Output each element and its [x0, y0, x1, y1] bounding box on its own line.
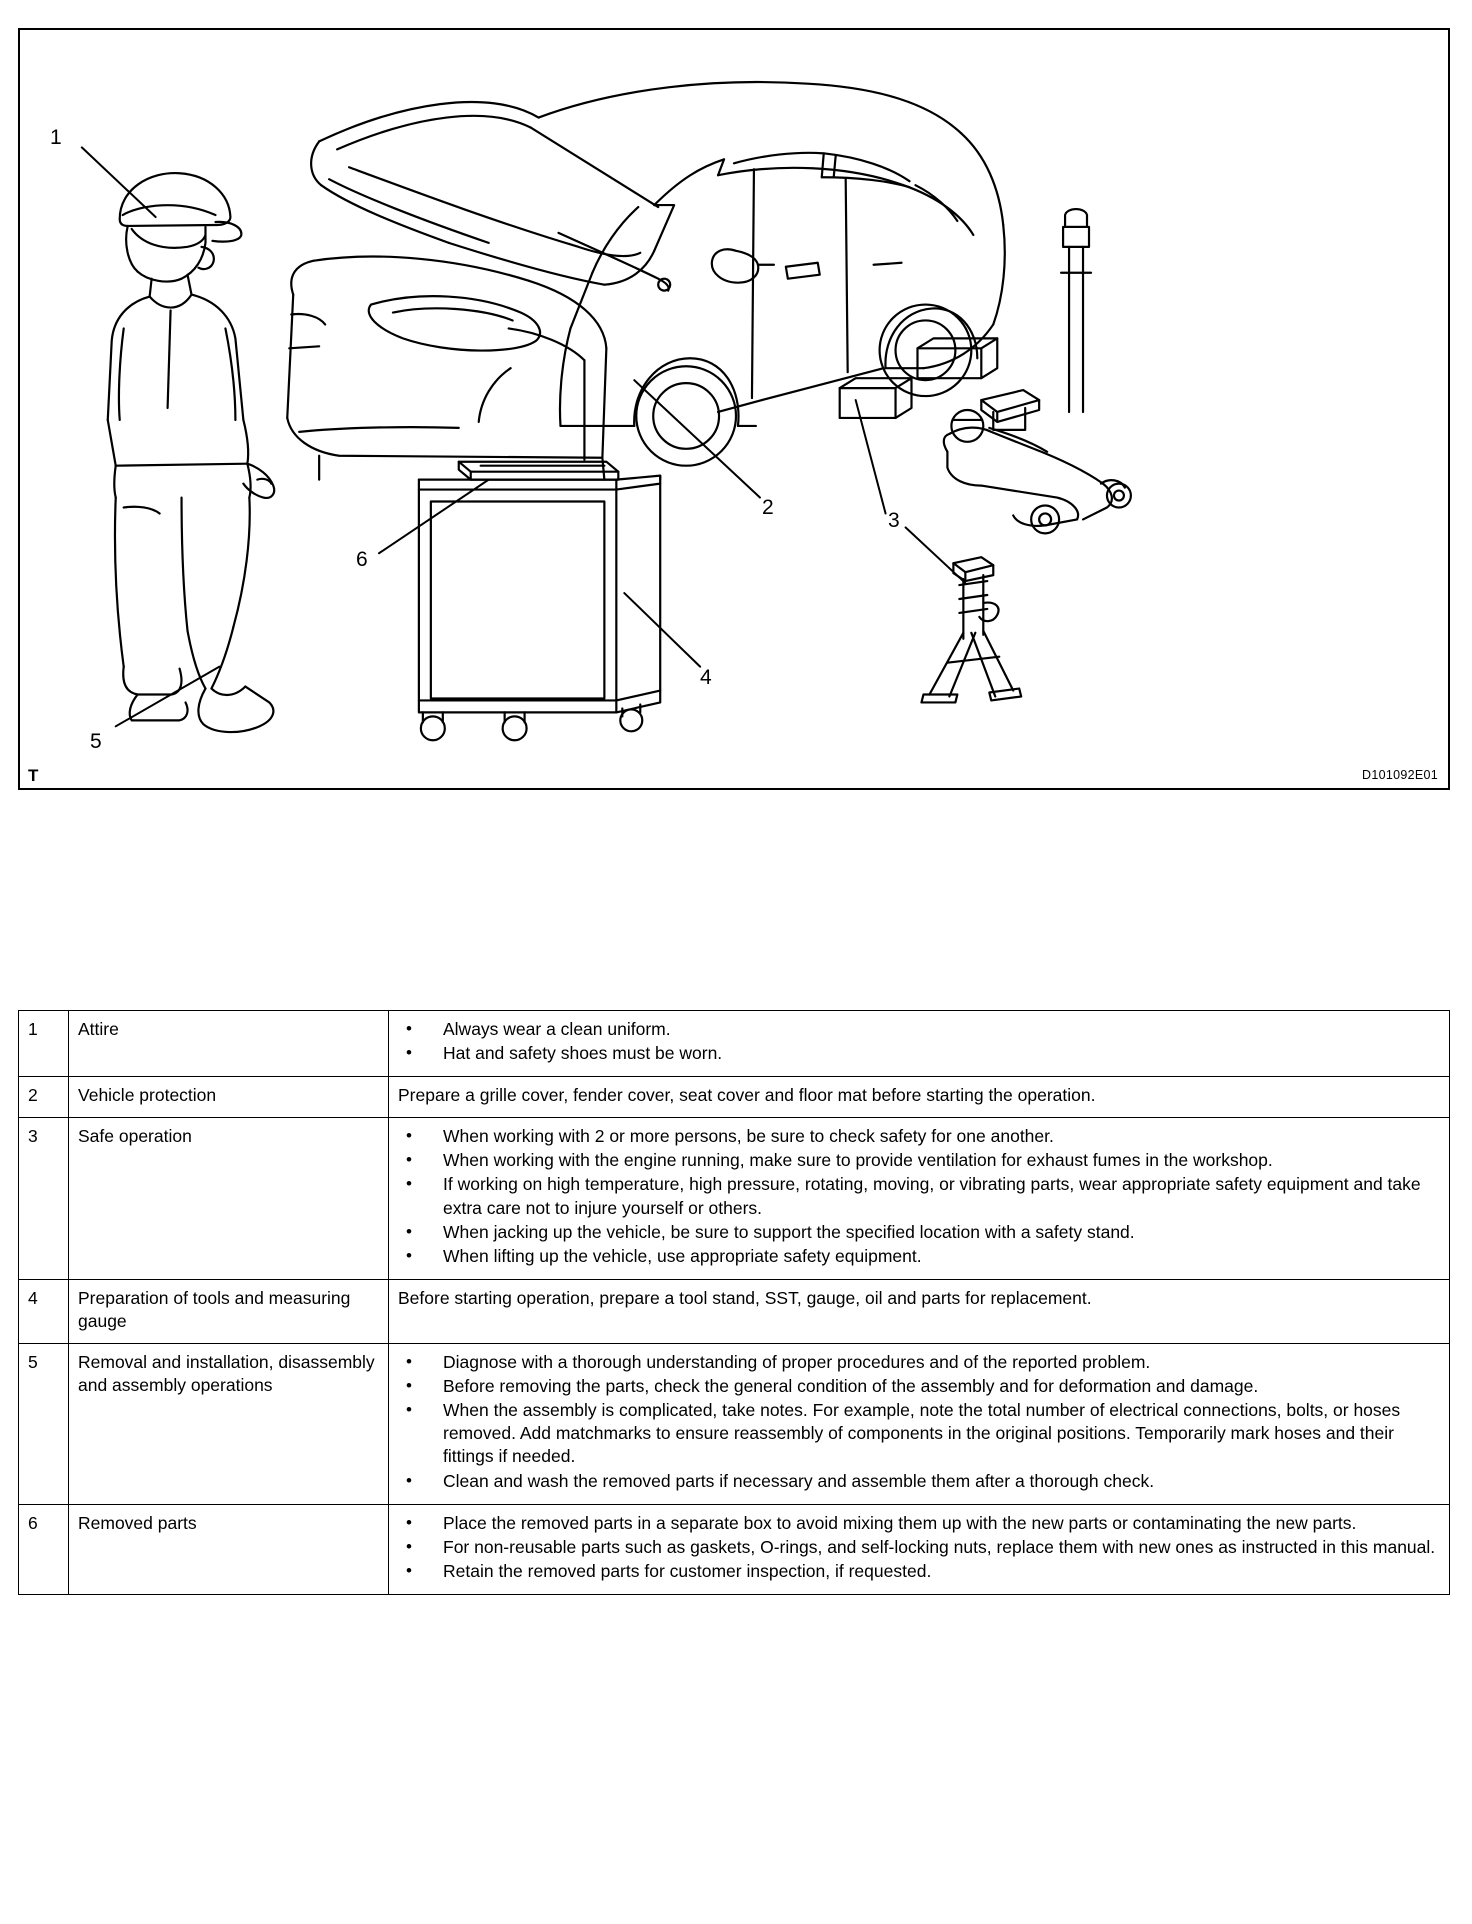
- row-number: 1: [19, 1011, 69, 1077]
- row-number: 5: [19, 1344, 69, 1505]
- row-number: 3: [19, 1118, 69, 1280]
- wheel-blocks: [840, 338, 998, 418]
- row-description: [389, 1344, 1450, 1505]
- list-item: • Always wear a clean uniform.: [398, 1018, 1440, 1041]
- table-row: [19, 1279, 1450, 1343]
- list-item: • When the assembly is complicated, take notes. For example, note the total number of electrical connections, bolts, or hoses removed. Add matchmarks to ensure reassembly of components in the original positions. Temporarily mark hoses and their fittings if needed.: [398, 1399, 1440, 1468]
- callout-2: 2: [762, 496, 774, 519]
- precautions-table: [18, 1010, 1450, 1595]
- row-text: Before starting operation, prepare a tool stand, SST, gauge, oil and parts for replacement.: [398, 1287, 1092, 1308]
- list-item: • When working with the engine running, make sure to provide ventilation for exhaust fumes in the workshop.: [398, 1149, 1440, 1172]
- safety-stand: [921, 557, 1021, 702]
- technician-figure: [108, 173, 274, 732]
- callout-1: 1: [50, 126, 62, 149]
- row-title: Attire: [69, 1011, 389, 1077]
- callout-3: 3: [888, 509, 900, 532]
- tool-stand-cart: [419, 462, 660, 741]
- row-title: Removal and installation, disassembly and assembly operations: [69, 1344, 389, 1505]
- list-item: • When lifting up the vehicle, use appropriate safety equipment.: [398, 1245, 1440, 1268]
- row-description: [389, 1077, 1450, 1118]
- list-item: • Place the removed parts in a separate box to avoid mixing them up with the new parts or contaminating the new parts.: [398, 1512, 1440, 1535]
- row-title: Vehicle protection: [69, 1077, 389, 1118]
- row-description: [389, 1011, 1450, 1077]
- row-number: 6: [19, 1504, 69, 1594]
- floor-jack: [944, 209, 1131, 533]
- vehicle-body: [287, 82, 1005, 480]
- table-row: [19, 1118, 1450, 1280]
- list-item: • Clean and wash the removed parts if necessary and assemble them after a thorough check.: [398, 1470, 1440, 1493]
- list-item: • Hat and safety shoes must be worn.: [398, 1042, 1440, 1065]
- callout-6: 6: [356, 548, 368, 571]
- list-item: • For non-reusable parts such as gaskets, O-rings, and self-locking nuts, replace them with new ones as instructed in this manual.: [398, 1536, 1440, 1559]
- table-row: [19, 1077, 1450, 1118]
- table-row: [19, 1011, 1450, 1077]
- figure-code: D101092E01: [1362, 768, 1438, 782]
- callout-5: 5: [90, 730, 102, 753]
- row-title: Removed parts: [69, 1504, 389, 1594]
- row-number: 4: [19, 1279, 69, 1343]
- table-row: [19, 1504, 1450, 1594]
- list-item: • Diagnose with a thorough understanding of proper procedures and of the reported problem.: [398, 1351, 1440, 1374]
- illustration-panel: [18, 28, 1450, 790]
- row-description: [389, 1504, 1450, 1594]
- table-row: [19, 1344, 1450, 1505]
- row-title: Preparation of tools and measuring gauge: [69, 1279, 389, 1343]
- callout-leader-lines: [82, 147, 966, 726]
- callout-4: 4: [700, 666, 712, 689]
- list-item: • When working with 2 or more persons, be sure to check safety for one another.: [398, 1125, 1440, 1148]
- list-item: • When jacking up the vehicle, be sure to support the specified location with a safety stand.: [398, 1221, 1440, 1244]
- row-number: 2: [19, 1077, 69, 1118]
- page-corner-mark: T: [28, 766, 39, 785]
- row-description: [389, 1118, 1450, 1280]
- list-item: • Retain the removed parts for customer inspection, if requested.: [398, 1560, 1440, 1583]
- list-item: • If working on high temperature, high pressure, rotating, moving, or vibrating parts, wear appropriate safety equipment and take extra care not to injure yourself or others.: [398, 1173, 1440, 1219]
- row-description: [389, 1279, 1450, 1343]
- list-item: • Before removing the parts, check the general condition of the assembly and for deformation and damage.: [398, 1375, 1440, 1398]
- illustration-drawing: [20, 30, 1448, 788]
- row-title: Safe operation: [69, 1118, 389, 1280]
- row-text: Prepare a grille cover, fender cover, seat cover and floor mat before starting the operation.: [398, 1085, 1096, 1106]
